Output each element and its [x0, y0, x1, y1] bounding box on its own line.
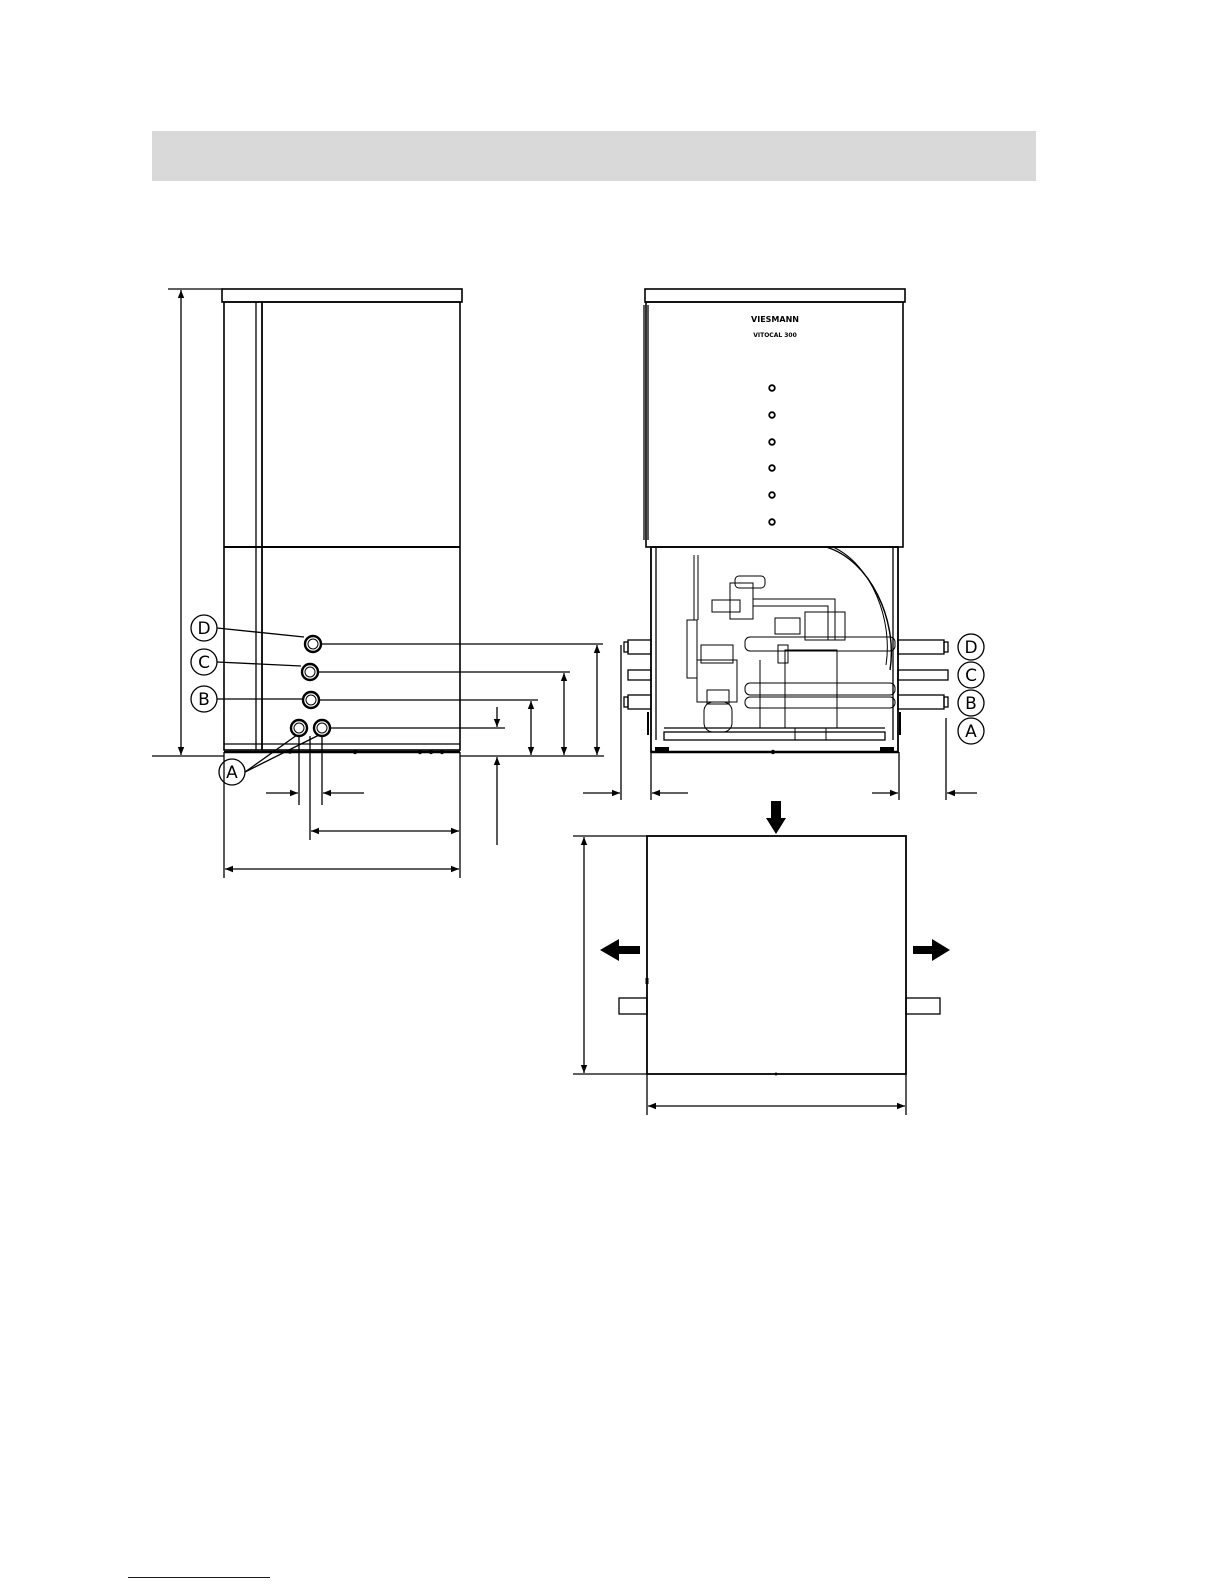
- front-view-lower-frame: [651, 547, 898, 752]
- svg-text:VITOCAL 300: VITOCAL 300: [753, 332, 797, 339]
- flow-arrow-left: [600, 939, 640, 961]
- pipe-stub-d-left: [624, 640, 651, 654]
- svg-text:D: D: [197, 619, 211, 639]
- svg-text:C: C: [198, 653, 210, 673]
- svg-text:C: C: [965, 666, 977, 686]
- footer-link-underline[interactable]: [128, 1577, 270, 1578]
- flow-arrow-right: [913, 939, 950, 961]
- front-view: [624, 289, 948, 754]
- top-view-pipe-left: [619, 998, 647, 1014]
- pipe-stub-c-right: [898, 670, 948, 680]
- pipe-connection-b: [303, 692, 319, 708]
- front-view-logo: [751, 315, 799, 339]
- pipe-stub-b-left: [624, 695, 651, 709]
- svg-text:D: D: [964, 638, 978, 658]
- callout-a-front: [958, 718, 984, 744]
- top-view-pipe-right: [906, 998, 940, 1014]
- pipe-connection-a-right: [314, 720, 330, 736]
- pipe-stub-b-right: [898, 695, 948, 709]
- pipe-connection-d: [305, 636, 321, 652]
- side-view-top-cap: [222, 289, 462, 302]
- pipe-stub-d-right: [898, 640, 948, 654]
- internal-components: [687, 547, 895, 740]
- callout-c-side: [191, 649, 217, 675]
- front-view-dimensions: [583, 645, 977, 800]
- svg-text:B: B: [965, 694, 977, 714]
- front-panel-screws: [769, 385, 775, 525]
- svg-text:A: A: [965, 722, 977, 742]
- svg-text:B: B: [198, 690, 210, 710]
- pipe-connection-c: [302, 664, 318, 680]
- callout-d-side: [191, 615, 217, 641]
- callout-d-front: [958, 634, 984, 660]
- callout-b-front: [958, 690, 984, 716]
- callout-c-front: [958, 662, 984, 688]
- callout-b-side: [191, 686, 217, 712]
- svg-text:VIESMANN: VIESMANN: [751, 315, 799, 324]
- side-view-body: [224, 302, 460, 750]
- pipe-stub-c-left: [628, 670, 651, 680]
- top-view-outline: [647, 836, 906, 1074]
- side-view-dimensions: [152, 289, 604, 878]
- front-view-top-cap: [645, 289, 905, 302]
- view-direction-arrow: [766, 801, 786, 834]
- pipe-connection-a-left: [291, 720, 307, 736]
- svg-text:A: A: [226, 763, 238, 783]
- callout-a-side: [219, 759, 245, 785]
- top-view: [600, 801, 950, 1076]
